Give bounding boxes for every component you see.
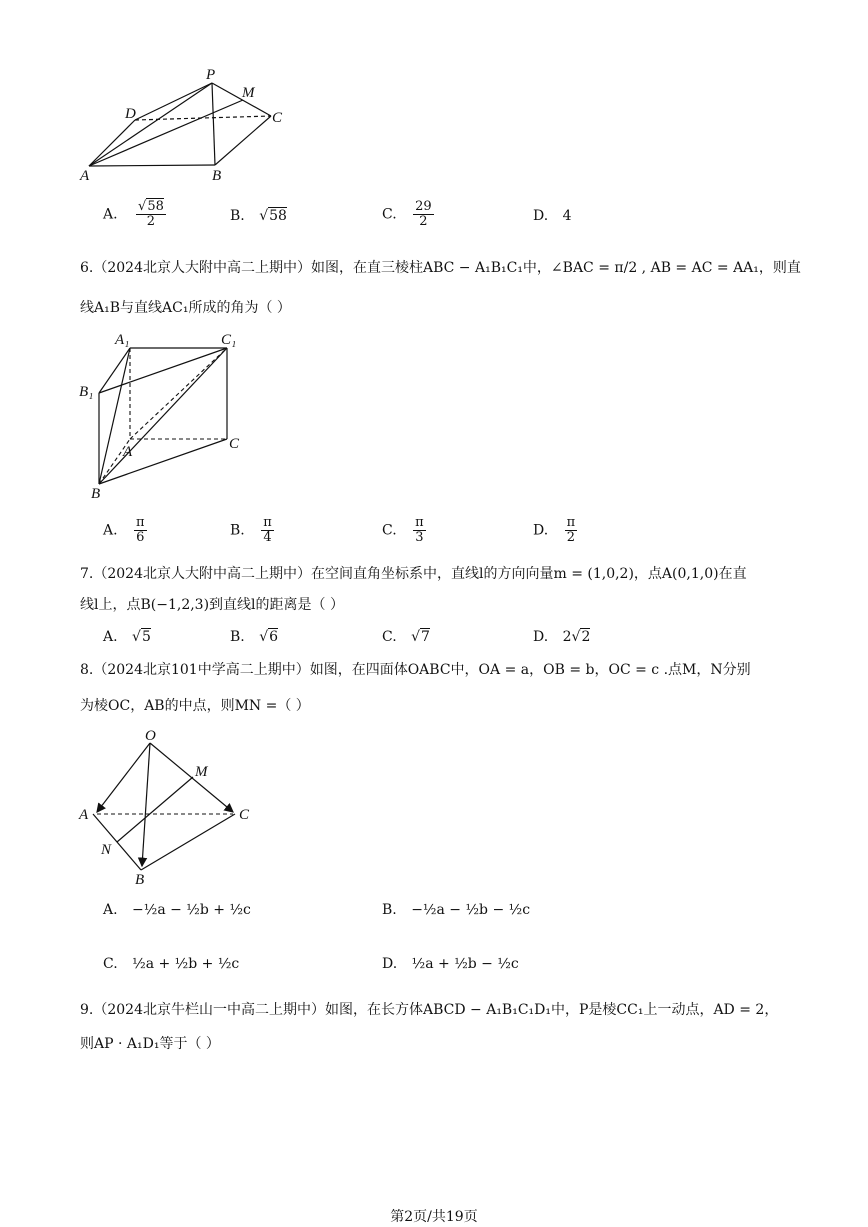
option-letter: A. [103,629,118,645]
option-letter: A. [103,522,118,539]
label-A: A [80,168,90,184]
q8-option-a[interactable] [103,900,251,920]
option-letter: C. [103,956,118,972]
q8-option-d[interactable] [382,954,519,974]
q6-option-b[interactable]: B. $\frac{\pi}{4}$ [230,515,272,545]
q8-option-c[interactable] [103,954,239,974]
option-letter: A. [103,902,118,918]
q5-option-b[interactable]: B. √58 [230,208,287,224]
page-footer: 第2页/共19页 [390,1209,478,1225]
q7-stem-line1: 7.（2024北京人大附中高二上期中）在空间直角坐标系中，直线l的方向向量m = (1,0,2)，点A(0,1,0)在直 [80,566,747,582]
option-value: ½a + ½b − ½c [411,956,519,972]
option-value: −½a − ½b − ½c [411,902,531,918]
label-C: C [239,807,250,823]
q6-option-c[interactable]: C. $\frac{\pi}{3}$ [382,515,424,545]
q6-option-d[interactable]: D. $\frac{\pi}{2}$ [533,515,576,545]
q5-option-c[interactable]: C. $\frac{29}{2}$ [382,199,432,229]
option-value: 4 [562,208,572,224]
option-letter: C. [382,206,397,223]
q7-option-d[interactable]: D. 2√2 [533,629,591,645]
label-A: A [123,444,133,460]
q7-stem-line2: 线l上，点B(−1,2,3)到直线l的距离是（ ） [80,597,344,613]
label-M: M [242,85,255,101]
q5-option-d[interactable] [533,206,572,226]
option-letter: B. [230,522,245,539]
q8-stem-line2: 为棱OC，AB的中点，则MN =（ ） [80,698,310,714]
label-N: N [101,842,112,858]
tetrahedron-figure [75,724,265,889]
option-value: −½a − ½b + ½c [132,902,251,918]
label-B1: B₁ [79,384,94,400]
option-letter: C. [382,522,397,539]
label-C1: C₁ [221,332,237,348]
option-letter: D. [533,208,549,224]
q8-stem-line1: 8.（2024北京101中学高二上期中）如图，在四面体OABC中，OA = a，OB = b，OC = c .点M，N分别 [80,662,751,678]
label-O: O [145,728,156,744]
option-value: ½a + ½b + ½c [132,956,240,972]
option-letter: B. [230,629,245,645]
label-B: B [91,486,101,502]
prism-figure [75,328,250,503]
label-C: C [229,436,240,452]
label-P: P [206,67,216,83]
option-letter: D. [382,956,398,972]
q5-option-a[interactable]: A. $\frac{√58}{2}$ [103,199,164,229]
option-letter: D. [533,522,549,539]
label-M: M [195,764,208,780]
q7-option-b[interactable]: B. √6 [230,629,279,645]
option-letter: C. [382,629,397,645]
q6-option-a[interactable]: A. $\frac{\pi}{6}$ [103,515,145,545]
option-letter: B. [230,208,245,224]
label-C: C [272,110,283,126]
option-letter: A. [103,206,118,223]
label-B: B [212,168,222,184]
q8-option-b[interactable] [382,900,530,920]
q7-option-a[interactable]: A. √5 [103,629,151,645]
q6-stem-line2: 线A₁B与直线AC₁所成的角为（ ） [80,300,291,316]
q9-stem-line1: 9.（2024北京牛栏山一中高二上期中）如图，在长方体ABCD − A₁B₁C₁D₁中，P是棱CC₁上一动点，AD = 2， [80,1002,779,1018]
label-A: A [79,807,89,823]
label-D: D [125,106,136,122]
label-B: B [135,872,145,888]
option-letter: D. [533,629,549,645]
option-letter: B. [382,902,397,918]
pyramid-figure [75,62,295,187]
label-A1: A₁ [115,332,130,348]
q7-option-c[interactable]: C. √7 [382,629,430,645]
q6-stem-line1: 6.（2024北京人大附中高二上期中）如图，在直三棱柱ABC − A₁B₁C₁中，∠BAC = π/2 , AB = AC = AA₁，则直 [80,260,801,276]
q9-stem-line2: 则AP · A₁D₁等于（ ） [80,1036,220,1052]
